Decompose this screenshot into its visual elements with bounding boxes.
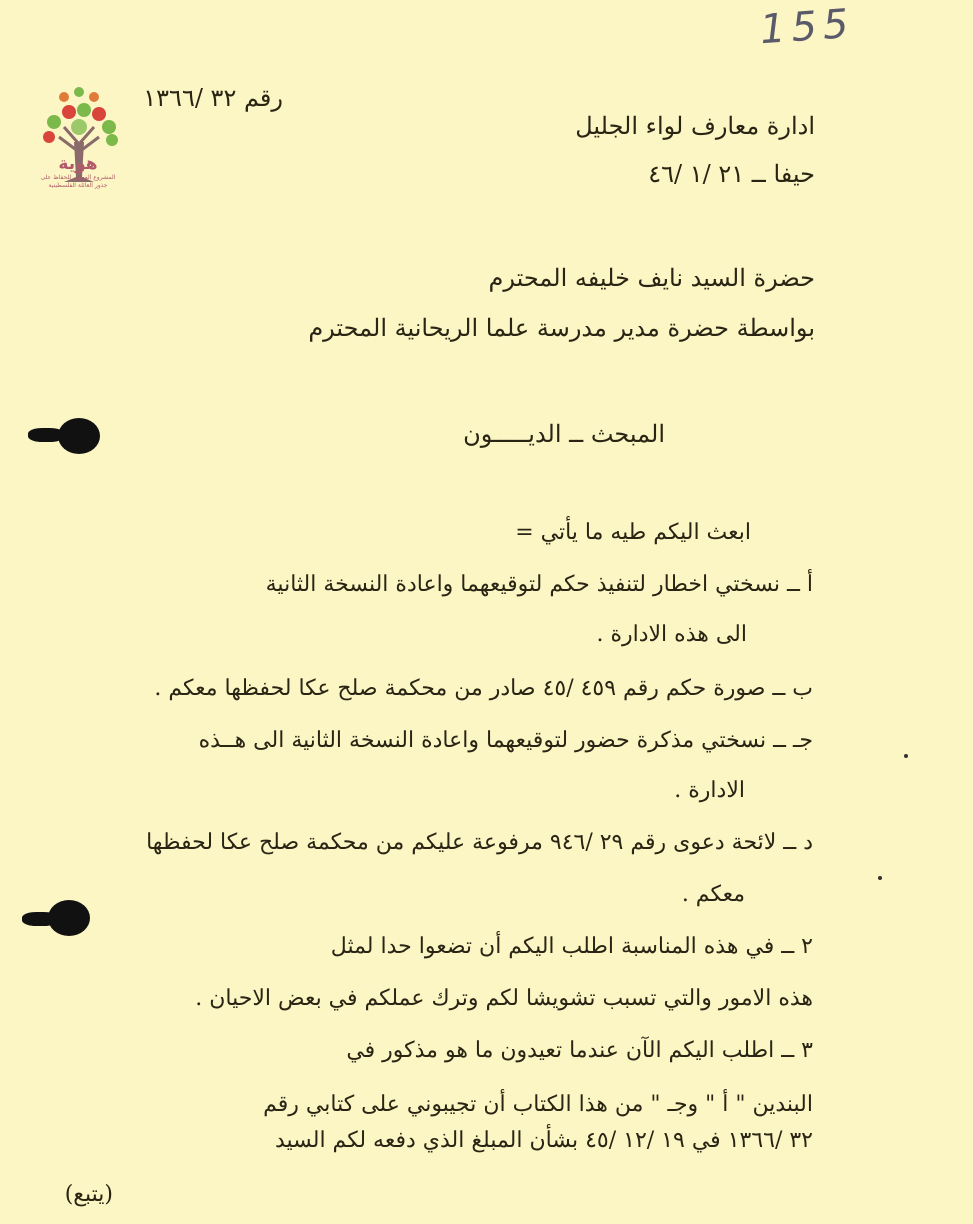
stray-dot-2 bbox=[878, 876, 882, 880]
item-b: ب ــ صورة حكم رقم ٤٥٩ /٤٥ صادر من محكمة صلح عكا لحفظها معكم . bbox=[154, 676, 813, 701]
subject: المبحث ــ الديـــــون bbox=[463, 420, 665, 448]
item-c-line-1: جـ ــ نسختي مذكرة حضور لتوقيعهما واعادة النسخة الثانية الى هــذه bbox=[198, 728, 813, 753]
paragraph-3-line-2: البندين " أ " وجـ " من هذا الكتاب أن تجيبوني على كتابي رقم bbox=[263, 1092, 813, 1117]
item-a-line-2: الى هذه الادارة . bbox=[596, 622, 747, 647]
page-number: 155 bbox=[758, 0, 856, 54]
item-d-line-1: د ــ لائحة دعوى رقم ٢٩ /٩٤٦ مرفوعة عليكم من محكمة صلح عكا لحفظها bbox=[146, 830, 813, 855]
continues-marker: (يتبع) bbox=[64, 1182, 113, 1207]
logo-text bbox=[30, 154, 126, 190]
addressee: حضرة السيد نايف خليفه المحترم bbox=[488, 264, 815, 292]
stray-dot-1 bbox=[904, 754, 908, 758]
place-date: حيفا ــ ٢١ /١ /٤٦ bbox=[648, 160, 815, 188]
logo-name: هوية bbox=[58, 154, 98, 174]
item-c-line-2: الادارة . bbox=[674, 778, 745, 803]
logo-subtitle-2: جذور العائلة الفلسطينية bbox=[48, 182, 108, 189]
paragraph-3-line-3: ٣٢ /١٣٦٦ في ١٩ /١٢ /٤٥ بشأن المبلغ الذي دفعه لكم السيد bbox=[274, 1128, 813, 1153]
punch-hole-mark-bottom-tail bbox=[22, 912, 58, 926]
punch-hole-mark-top-tail bbox=[28, 428, 64, 442]
logo-subtitle-1: المشروع الوطني للحفاظ على bbox=[40, 174, 116, 181]
paragraph-3-line-1: ٣ ــ اطلب اليكم الآن عندما تعيدون ما هو مذكور في bbox=[346, 1038, 813, 1063]
reference-number: رقم ٣٢ /١٣٦٦ bbox=[143, 84, 283, 112]
item-a-line-1: أ ــ نسختي اخطار لتنفيذ حكم لتوقيعهما واعادة النسخة الثانية bbox=[265, 572, 813, 597]
item-d-line-2: معكم . bbox=[681, 882, 745, 907]
paragraph-2-line-2: هذه الامور والتي تسبب تشويشا لكم وترك عملكم في بعض الاحيان . bbox=[195, 986, 813, 1011]
paragraph-2-line-1: ٢ ــ في هذه المناسبة اطلب اليكم أن تضعوا حدا لمثل bbox=[330, 934, 813, 959]
department-name: ادارة معارف لواء الجليل bbox=[575, 112, 815, 140]
punch-hole-mark-top bbox=[58, 418, 100, 454]
intro-line: ابعث اليكم طيه ما يأتي = bbox=[515, 520, 751, 545]
via-line: بواسطة حضرة مدير مدرسة علما الريحانية المحترم bbox=[308, 314, 815, 342]
